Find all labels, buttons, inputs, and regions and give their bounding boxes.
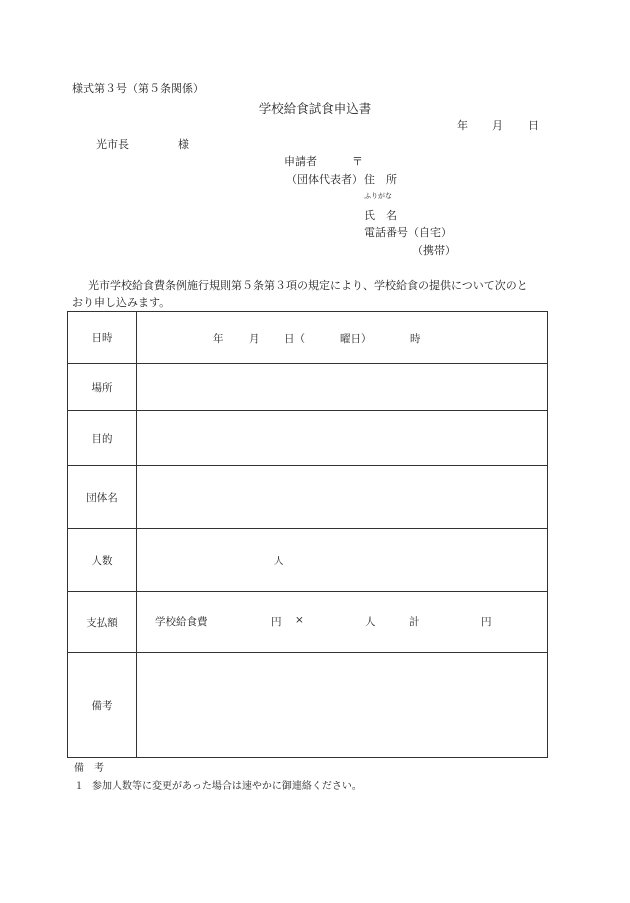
payment-times: ×: [295, 614, 304, 626]
phone-mobile-label: （携帯）: [412, 244, 456, 257]
addressee-name: 光市長: [96, 138, 129, 151]
place-label: 場所: [68, 364, 137, 411]
datetime-day: 日（: [284, 333, 305, 345]
table-row-people: [68, 529, 548, 592]
applicant-label: 申請者: [284, 155, 317, 168]
people-label: 人数: [68, 529, 137, 592]
payment-total: 計: [409, 616, 420, 628]
people-field[interactable]: [137, 529, 548, 592]
remarks-label: 備考: [68, 653, 137, 758]
payment-person: 人: [365, 616, 376, 628]
document-title: 学校給食試食申込書: [258, 101, 372, 116]
date-day-label: 日: [528, 119, 539, 132]
datetime-time: 時: [410, 333, 421, 345]
table-row-purpose: [68, 411, 548, 466]
name-label: 氏 名: [364, 209, 397, 222]
table-row-group: [68, 466, 548, 529]
table-row-place: [68, 364, 548, 411]
purpose-field[interactable]: [137, 411, 548, 466]
representative-label: （団体代表者）: [286, 173, 363, 186]
postal-mark: 〒: [352, 155, 363, 168]
payment-label: 支払額: [68, 592, 137, 653]
footer-heading: 備 考: [74, 763, 104, 774]
address-label: 住 所: [364, 173, 397, 186]
group-field[interactable]: [137, 466, 548, 529]
phone-home-label: 電話番号（自宅）: [364, 226, 452, 239]
people-unit: 人: [274, 556, 284, 567]
form-number: 様式第３号（第５条関係）: [72, 82, 204, 95]
body-text-line-1: 光市学校給食費条例施行規則第５条第３項の規定により、学校給食の提供について次のと: [88, 279, 528, 292]
datetime-year: 年: [213, 333, 224, 345]
body-text-line-2: おり申し込みます。: [72, 296, 171, 309]
payment-field[interactable]: [137, 592, 548, 653]
table-row-remarks: [68, 653, 548, 758]
footer-note-text: 参加人数等に変更があった場合は速やかに御連絡ください。: [92, 781, 362, 792]
remarks-field[interactable]: [137, 653, 548, 758]
date-month-label: 月: [492, 119, 503, 132]
place-field[interactable]: [137, 364, 548, 411]
payment-yen: 円: [271, 616, 282, 628]
payment-item: 学校給食費: [155, 616, 208, 628]
group-label: 団体名: [68, 466, 137, 529]
datetime-weekday: 曜日）: [340, 333, 372, 345]
purpose-label: 目的: [68, 411, 137, 466]
datetime-label: 日時: [68, 312, 137, 364]
application-table: [67, 311, 548, 758]
datetime-field[interactable]: [137, 312, 548, 364]
table-row-datetime: [68, 312, 548, 364]
addressee-honorific: 様: [178, 138, 189, 151]
datetime-month: 月: [249, 333, 260, 345]
furigana-label: ふりがな: [364, 192, 392, 200]
payment-yen-total: 円: [481, 616, 492, 628]
date-year-label: 年: [457, 119, 468, 132]
table-row-payment: [68, 592, 548, 653]
footer-note-number: １: [74, 781, 84, 792]
